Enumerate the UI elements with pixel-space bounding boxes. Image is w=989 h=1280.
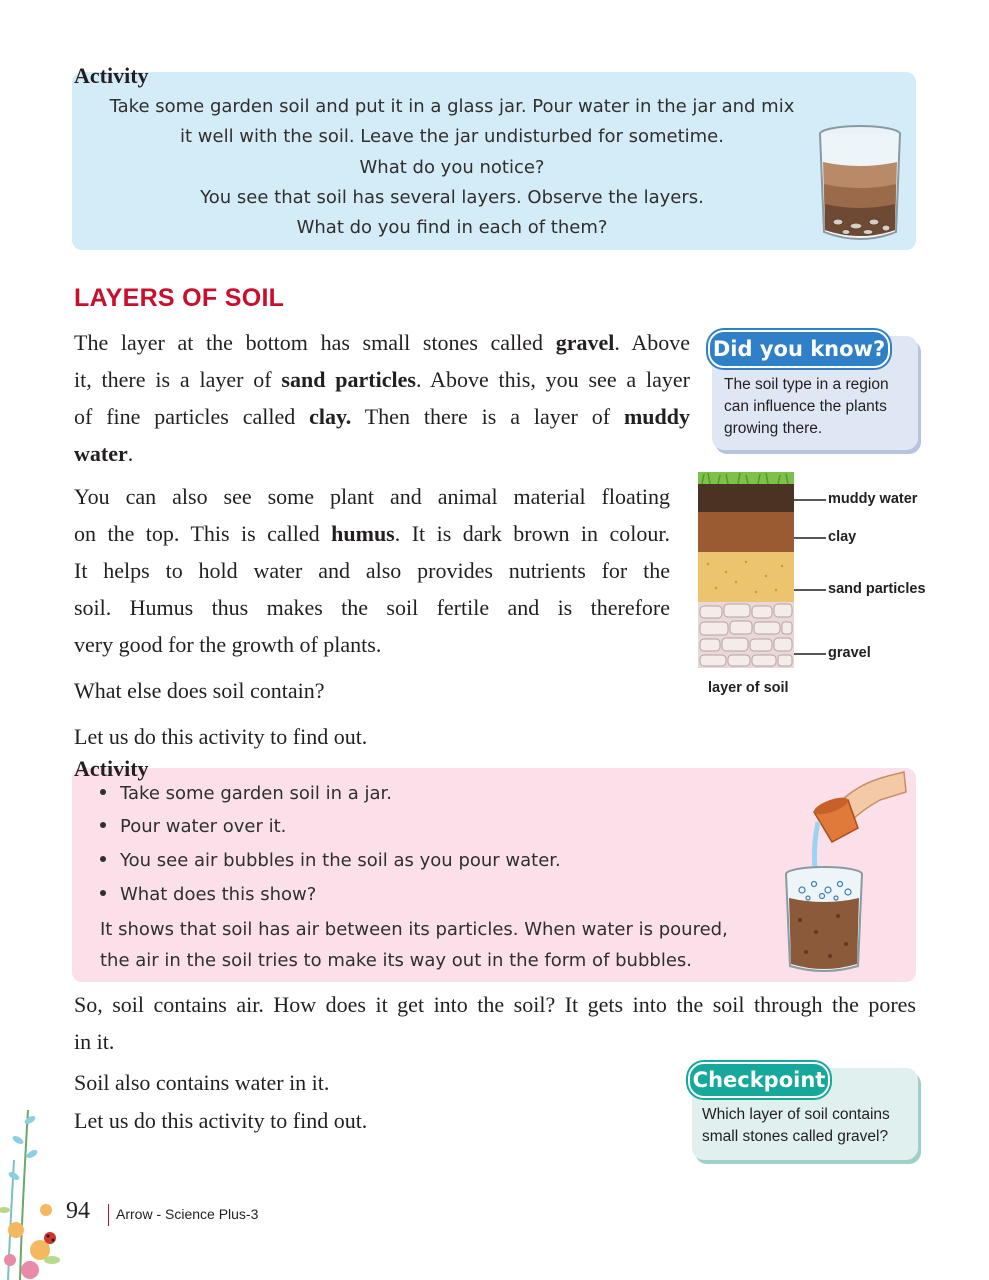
intro-text: Let us do this activity to find out. — [74, 724, 368, 749]
activity-text-line: it well with the soil. Leave the jar undisturbed for sometime. — [180, 126, 724, 147]
paragraph-water: Soil also contains water in it. — [74, 1070, 330, 1095]
label-sand-particles: sand particles — [828, 581, 926, 597]
text-line: The layer at the bottom has small stones called gravel. Above — [74, 330, 690, 355]
activity-box-1 — [72, 72, 916, 250]
activity-label: Activity — [74, 63, 149, 88]
text-line: it, there is a layer of sand particles. Above this, you see a layer — [74, 367, 690, 392]
text-line: of fine particles called clay. Then there is a layer of muddy — [74, 404, 690, 429]
checkpoint-title: Checkpoint — [688, 1062, 830, 1098]
footer-separator — [108, 1204, 109, 1226]
paragraph-air — [74, 986, 916, 1060]
activity-text-line: You see that soil has several layers. Observe the layers. — [200, 187, 704, 208]
text-line: soil. Humus thus makes the soil fertile and is therefore — [74, 595, 670, 620]
pouring-water-illustration — [776, 770, 910, 976]
activity-answer-line: It shows that soil has air between its particles. When water is poured, — [100, 919, 728, 940]
text-line: So, soil contains air. How does it get into the soil? It gets into the soil through the pores — [74, 992, 916, 1017]
activity-text-line: Take some garden soil and put it in a glass jar. Pour water in the jar and mix — [109, 96, 795, 117]
soil-layers-diagram — [696, 472, 800, 672]
label-muddy-water: muddy water — [828, 491, 918, 507]
paragraph-soil-layers — [74, 324, 690, 472]
diagram-leader-lines — [800, 472, 826, 672]
did-you-know-text: The soil type in a region can influence the plants growing there. — [724, 376, 889, 437]
text-line: on the top. This is called humus. It is dark brown in colour. — [74, 521, 670, 546]
text-line: very good for the growth of plants. — [74, 632, 382, 657]
label-clay: clay — [828, 529, 857, 545]
text-line: in it. — [74, 1029, 115, 1054]
section-heading: LAYERS OF SOIL — [74, 284, 285, 312]
activity-text-line: What do you notice? — [359, 157, 545, 178]
bullet-item: What does this show? — [100, 884, 316, 905]
text-line: water. — [74, 441, 134, 466]
bullet-item: You see air bubbles in the soil as you pour water. — [100, 850, 561, 871]
activity-label: Activity — [74, 756, 149, 781]
bullet-item: Pour water over it. — [100, 816, 286, 837]
label-gravel: gravel — [828, 645, 871, 661]
book-title: Arrow - Science Plus-3 — [116, 1206, 259, 1222]
soil-jar-illustration — [812, 122, 908, 246]
text-line: It helps to hold water and also provides nutrients for the — [74, 558, 670, 583]
checkpoint-text: Which layer of soil contains small stones called gravel? — [702, 1106, 890, 1145]
text-line: You can also see some plant and animal material floating — [74, 484, 670, 509]
question-text: What else does soil contain? — [74, 678, 325, 703]
paragraph-humus — [74, 478, 670, 663]
diagram-caption: layer of soil — [708, 680, 789, 696]
activity-answer-line: the air in the soil tries to make its way out in the form of bubbles. — [100, 950, 692, 971]
bullet-item: Take some garden soil in a jar. — [100, 783, 392, 804]
floral-decoration — [0, 1100, 64, 1280]
did-you-know-title: Did you know? — [708, 330, 890, 368]
activity-text-line: What do you find in each of them? — [296, 217, 608, 238]
page-number: 94 — [66, 1198, 90, 1224]
intro-text: Let us do this activity to find out. — [74, 1108, 368, 1133]
